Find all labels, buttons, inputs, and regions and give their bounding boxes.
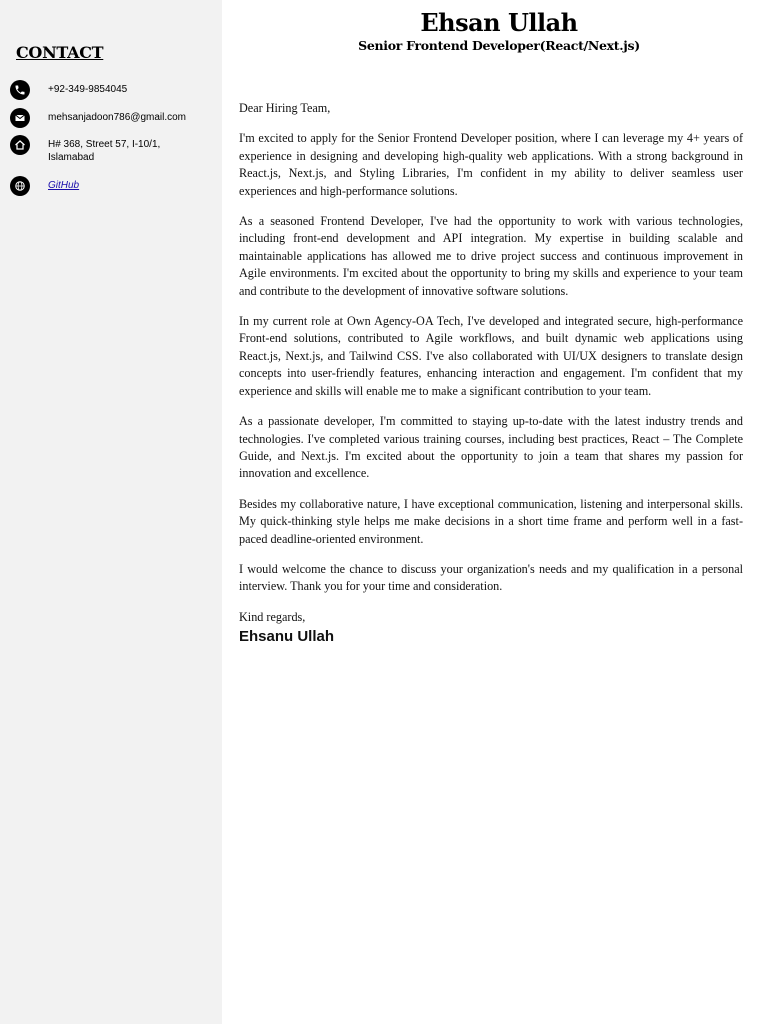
home-icon — [10, 135, 30, 155]
letter-greeting: Dear Hiring Team, — [239, 101, 331, 115]
phone-icon — [10, 80, 30, 100]
email-icon — [10, 108, 30, 128]
phone-number: +92-349-9854045 — [48, 84, 128, 95]
contact-phone — [10, 80, 216, 100]
letter-paragraph: In my current role at Own Agency-OA Tech, I've developed and integrated secure, high-performance Front-end solutions, contributed to Agile workflows, and built dynamic web applications using React.js, Next.js, and Tailwind CSS. I've also collaborated with UI/UX designers to translate design concepts into user-friendly features, enhancing interaction and engagement. I'm confident that my experience and skills will enable me to make a significant contribution to your team. — [239, 314, 743, 398]
job-title: Senior Frontend Developer(React/Next.js) — [358, 38, 640, 53]
contact-email — [10, 108, 216, 128]
contact-github[interactable] — [10, 176, 216, 196]
letter-paragraph: As a seasoned Frontend Developer, I've had the opportunity to work with various technologies, including front-end development and API integration. My expertise in building scalable and maintainable applications has allowed me to drive project success and continuous improvement in Agile environments. I'm excited about the opportunity to bring my skills and experience to your team and contribute to the development of innovative software solutions. — [239, 214, 743, 298]
letter-paragraph: As a passionate developer, I'm committed to staying up-to-date with the latest industry trends and technologies. I've completed various training courses, including best practices, React – The Complete Guide, and Next.js. I'm excited about the opportunity to join a team that shares my passion for innovation and excellence. — [239, 414, 743, 481]
letter-closing: Kind regards, — [239, 609, 306, 624]
letter-body — [239, 100, 743, 661]
email-address: mehsanjadoon786@gmail.com — [48, 112, 187, 123]
github-link[interactable]: GitHub — [48, 180, 80, 191]
letter-signature: Ehsanu Ullah — [239, 628, 335, 646]
letter-paragraph: Besides my collaborative nature, I have exceptional communication, listening and interpersonal skills. My quick-thinking style helps me make decisions in a short time frame and perform well in a fast-paced deadline-oriented environment. — [239, 496, 743, 546]
letter-paragraph: I would welcome the chance to discuss your organization's needs and my qualification in a personal interview. Thank you for your time and consideration. — [239, 561, 743, 594]
globe-icon — [10, 176, 30, 196]
letter-paragraph: I'm excited to apply for the Senior Frontend Developer position, where I can leverage my 4+ years of experience in designing and developing high-quality web applications. With a strong background in React.js, Next.js, and Styling Libraries, I'm confident in my ability to deliver seamless user experiences and high-performance solutions. — [239, 131, 743, 198]
contact-sidebar — [0, 0, 222, 1024]
contact-address — [10, 135, 216, 164]
applicant-name: Ehsan Ullah — [420, 8, 578, 37]
address-text: H# 368, Street 57, I-10/1, Islamabad — [48, 139, 161, 163]
contact-heading: CONTACT — [16, 43, 104, 62]
